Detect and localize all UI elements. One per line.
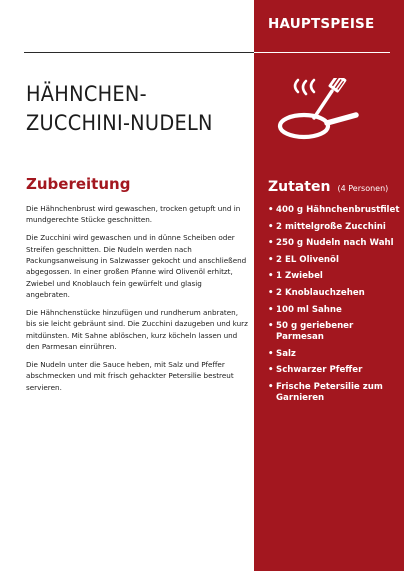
ingredient-item: • 1 Zwiebel bbox=[268, 271, 400, 282]
ingredient-item: • Schwarzer Pfeffer bbox=[268, 365, 400, 376]
divider-right bbox=[254, 52, 390, 53]
preparation-heading: Zubereitung bbox=[26, 175, 131, 193]
category-label: HAUPTSPEISE bbox=[268, 16, 375, 32]
ingredient-item: • 2 Knoblauchzehen bbox=[268, 288, 400, 299]
ingredients-title: Zutaten bbox=[268, 179, 331, 195]
ingredient-item: • 100 ml Sahne bbox=[268, 305, 400, 316]
ingredient-item: • 50 g geriebener Parmesan bbox=[268, 321, 400, 343]
ingredient-item: • Salz bbox=[268, 349, 400, 360]
preparation-paragraph: Die Hähnchenbrust wird gewaschen, trocken getupft und in mundgerechte Stücke geschnitten. bbox=[26, 204, 241, 225]
preparation-paragraph: Die Nudeln unter die Sauce heben, mit Salz und Pfeffer abschmecken und mit frisch gehackter Petersilie bestreut servieren. bbox=[26, 360, 234, 392]
ingredient-item: • 400 g Hähnchenbrustfilet bbox=[268, 205, 400, 216]
preparation-text bbox=[26, 203, 248, 400]
divider-left bbox=[24, 52, 254, 53]
servings-label: (4 Personen) bbox=[337, 184, 389, 193]
ingredient-item: • 250 g Nudeln nach Wahl bbox=[268, 238, 400, 249]
ingredients-heading bbox=[268, 176, 388, 195]
preparation-paragraph: Die Zucchini wird gewaschen und in dünne Scheiben oder Streifen geschnitten. Die Nudeln werden nach Packungsanweisung in Salzwasser gekocht und anschließend abgegossen. In einer großen Pfanne wird Olivenöl erhitzt, Zwiebel und Knoblauch fein gewürfelt und glasig angebraten. bbox=[26, 233, 247, 300]
preparation-paragraph: Die Hähnchenstücke hinzufügen und rundherum anbraten, bis sie leicht gebräunt sind. Die Zucchini dazugeben und kurz mitdünsten. Mit Sahne ablöschen, kurz köcheln lassen und den Parmesan einrühren. bbox=[26, 308, 248, 352]
recipe-title-line-1: HÄHNCHEN- bbox=[26, 82, 147, 106]
ingredient-item: • 2 mittelgroße Zucchini bbox=[268, 222, 400, 233]
ingredients-list bbox=[268, 205, 400, 410]
ingredient-item: • 2 EL Olivenöl bbox=[268, 255, 400, 266]
recipe-title-line-2: ZUCCHINI-NUDELN bbox=[26, 111, 213, 135]
ingredient-item: • Frische Petersilie zum Garnieren bbox=[268, 382, 400, 404]
recipe-title bbox=[26, 80, 236, 138]
frying-pan-with-spatula-icon bbox=[270, 78, 366, 148]
